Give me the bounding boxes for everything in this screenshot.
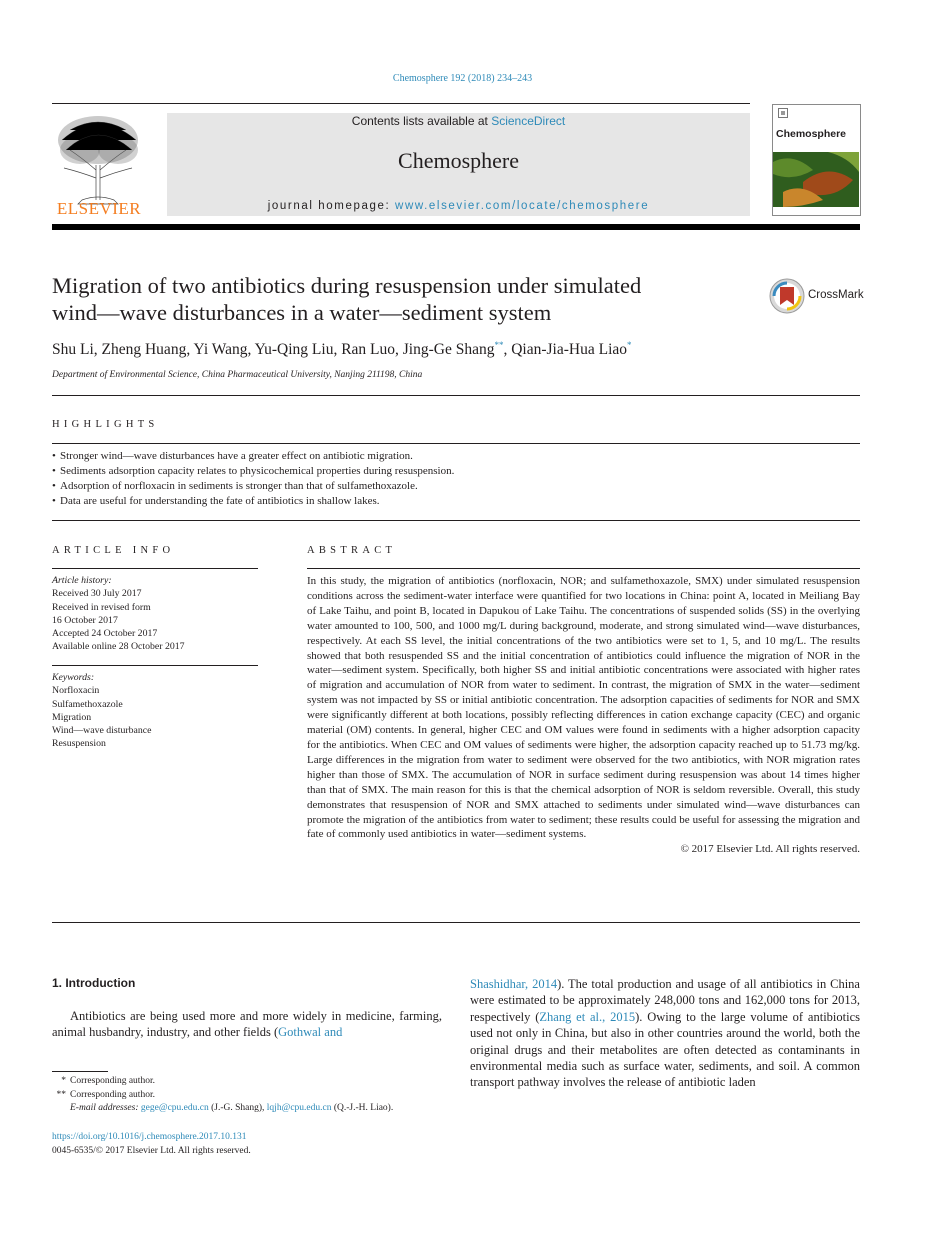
- journal-name: Chemosphere: [398, 148, 519, 173]
- footnote-emails: E-mail addresses: gege@cpu.edu.cn (J.-G. Shang), lqjh@cpu.edu.cn (Q.-J.-H. Liao).: [70, 1103, 394, 1114]
- highlight-item: • Adsorption of norfloxacin in sediments is stronger than that of sulfamethoxazole.: [52, 479, 860, 494]
- elsevier-wordmark: ELSEVIER: [56, 199, 142, 218]
- footnote-corresponding-2: ** Corresponding author.: [56, 1089, 155, 1100]
- highlight-item: • Sediments adsorption capacity relates to physicochemical properties during resuspension.: [52, 464, 860, 479]
- corresponding-mark-double[interactable]: **: [494, 340, 504, 350]
- keywords-label: Keywords:: [52, 672, 95, 683]
- cover-leaves-image: [773, 152, 859, 207]
- citation-link[interactable]: Zhang et al., 2015: [539, 1009, 636, 1024]
- journal-homepage: journal homepage: www.elsevier.com/locate/chemosphere: [267, 200, 650, 212]
- abstract-rule: [307, 568, 860, 569]
- contents-line: Contents lists available at ScienceDirect: [351, 114, 566, 128]
- header-rule: [52, 103, 750, 104]
- abstract-bottom-rule: [52, 922, 860, 923]
- article-history: [52, 574, 258, 654]
- abstract-body: [307, 574, 860, 857]
- crossmark-label[interactable]: CrossMark: [808, 289, 864, 301]
- keyword-item: Wind—wave disturbance: [52, 725, 152, 737]
- sciencedirect-link[interactable]: ScienceDirect: [491, 114, 566, 128]
- highlights-rule: [52, 443, 860, 444]
- history-item: 16 October 2017: [52, 614, 118, 626]
- highlights-heading: HIGHLIGHTS: [52, 419, 159, 430]
- highlight-item: • Stronger wind—wave disturbances have a greater effect on antibiotic migration.: [52, 449, 860, 464]
- doi-block: [52, 1131, 251, 1158]
- highlights-list: [52, 449, 860, 509]
- highlights-bottom-rule: [52, 520, 860, 521]
- affiliation: Department of Environmental Science, China Pharmaceutical University, Nanjing 211198, China: [52, 370, 423, 380]
- footnote-rule: [52, 1071, 108, 1072]
- email-link[interactable]: gege@cpu.edu.cn: [140, 1103, 209, 1114]
- running-citation[interactable]: Chemosphere 192 (2018) 234–243: [392, 73, 533, 84]
- masthead-thick-rule: [52, 224, 860, 230]
- intro-paragraph-left: Antibiotics are being used more and more widely in medicine, farming, animal husbandry, industry, and other fields (Gothwal and: [52, 1009, 442, 1040]
- keyword-item: Resuspension: [52, 738, 106, 750]
- keyword-item: Sulfamethoxazole: [52, 698, 123, 710]
- article-info-heading: ARTICLE INFO: [52, 545, 175, 556]
- history-item: Available online 28 October 2017: [52, 641, 185, 653]
- cover-title: Chemosphere: [776, 128, 847, 140]
- keywords: [52, 671, 258, 751]
- issn-line: 0045-6535/© 2017 Elsevier Ltd. All rights reserved.: [52, 1145, 251, 1156]
- article-history-label: Article history:: [52, 575, 112, 586]
- footnote-corresponding-1: * Corresponding author.: [61, 1076, 155, 1086]
- history-item: Received 30 July 2017: [52, 588, 142, 600]
- homepage-link[interactable]: www.elsevier.com/locate/chemosphere: [395, 200, 650, 212]
- abstract-text: In this study, the migration of antibiotics (norfloxacin, NOR; and sulfamethoxazole, SMX) under simulated resuspension conditions across the sediment-water interface were quantified for two locations in China: point A, located in Meiliang Bay of Lake Taihu, and point B, located in Dapukou of Lake Taihu. The concentrations of suspended solids (SS) in the overlying water amounted to 100, 500, and 1000 mg/L during background, moderate, and strong simulated wind—wave disturbances, respectively. At each SS level, the initial concentrations of the two antibiotics were set to 1, 5, and 10 mg/L. The results showed that both resuspended SS and the initial concentration of antibiotics could influence the migration of NOR in the water—sediment system. Specifically, both higher SS and initial antibiotic concentrations were associated with higher rates of migration and accumulation of NOR from water to sediment. In contrast, the migration of SMX in the water—sediment system was not impacted by SS or initial antibiotic concentration. The adsorption capacities of sediments for NOR and SMX were significantly different at both locations, possibly reflecting differences in cation exchange capacity (CEC) and organic material (OM) contents. In general, higher CEC and OM values were found in sediments with a higher adsorption capacity for the antibiotics. When CEC and OM values of sediments were higher, the adsorption capacity reached up to 51.73 mg/kg. Large differences in the migration from water to sediment were observed for the two antibiotics, with NOR migration rates higher than those of SMX. The accumulation of NOR in surface sediment during resuspension was about 14 times higher than that of SMX. The main reason for this is that the chemical adsorption of NOR is seldom reversible. Overall, this study demonstrates that resuspension of NOR and SMX attached to sediments under simulated wind—wave disturbances can promote the migration of the antibiotics from water to sediment; these results could be useful for assessing the migration and fate of commonly used antibiotics in water—sediment systems.: [307, 575, 860, 841]
- article-info-rule: [52, 568, 258, 569]
- section-heading-introduction: 1. Introduction: [52, 976, 136, 990]
- doi-link[interactable]: https://doi.org/10.1016/j.chemosphere.2017.10.131: [52, 1132, 247, 1142]
- footnotes: [52, 1075, 452, 1116]
- corresponding-mark-single[interactable]: *: [627, 340, 632, 350]
- highlights-top-rule: [52, 395, 860, 396]
- keywords-rule: [52, 665, 258, 666]
- crossmark-icon[interactable]: [769, 278, 805, 314]
- article-title-line1: Migration of two antibiotics during resuspension under simulated: [52, 273, 642, 298]
- intro-paragraph-right: Shashidhar, 2014). The total production and usage of all antibiotics in China were estimated to be approximately 248,000 tons and 162,000 tons for 2013, respectively (Zhang et al., 2015). Owing to the large volume of antibiotics used not only in China, but also in other countries around the world, both the original drugs and their metabolites are often detected as contaminants in environmental media such as surface water, sediments, and soil. A common transport pathway involves the release of antibiotic laden: [470, 977, 860, 1090]
- keyword-item: Norfloxacin: [52, 685, 100, 697]
- citation-link[interactable]: Gothwal and: [278, 1025, 343, 1040]
- abstract-copyright: © 2017 Elsevier Ltd. All rights reserved.: [680, 843, 860, 856]
- history-item: Accepted 24 October 2017: [52, 628, 158, 640]
- cover-publisher-icon: [778, 108, 788, 118]
- article-title-line2: wind—wave disturbances in a water—sediment system: [52, 300, 552, 325]
- keyword-item: Migration: [52, 711, 92, 723]
- abstract-heading: ABSTRACT: [307, 545, 397, 556]
- author-list: Shu Li, Zheng Huang, Yi Wang, Yu-Qing Liu, Ran Luo, Jing-Ge Shang**, Qian-Jia-Hua Liao*: [52, 340, 632, 359]
- email-link[interactable]: lqjh@cpu.edu.cn: [266, 1103, 332, 1114]
- citation-link[interactable]: Shashidhar, 2014: [470, 977, 558, 991]
- highlight-item: • Data are useful for understanding the fate of antibiotics in shallow lakes.: [52, 494, 860, 509]
- article-title: [52, 272, 742, 326]
- history-item: Received in revised form: [52, 601, 151, 613]
